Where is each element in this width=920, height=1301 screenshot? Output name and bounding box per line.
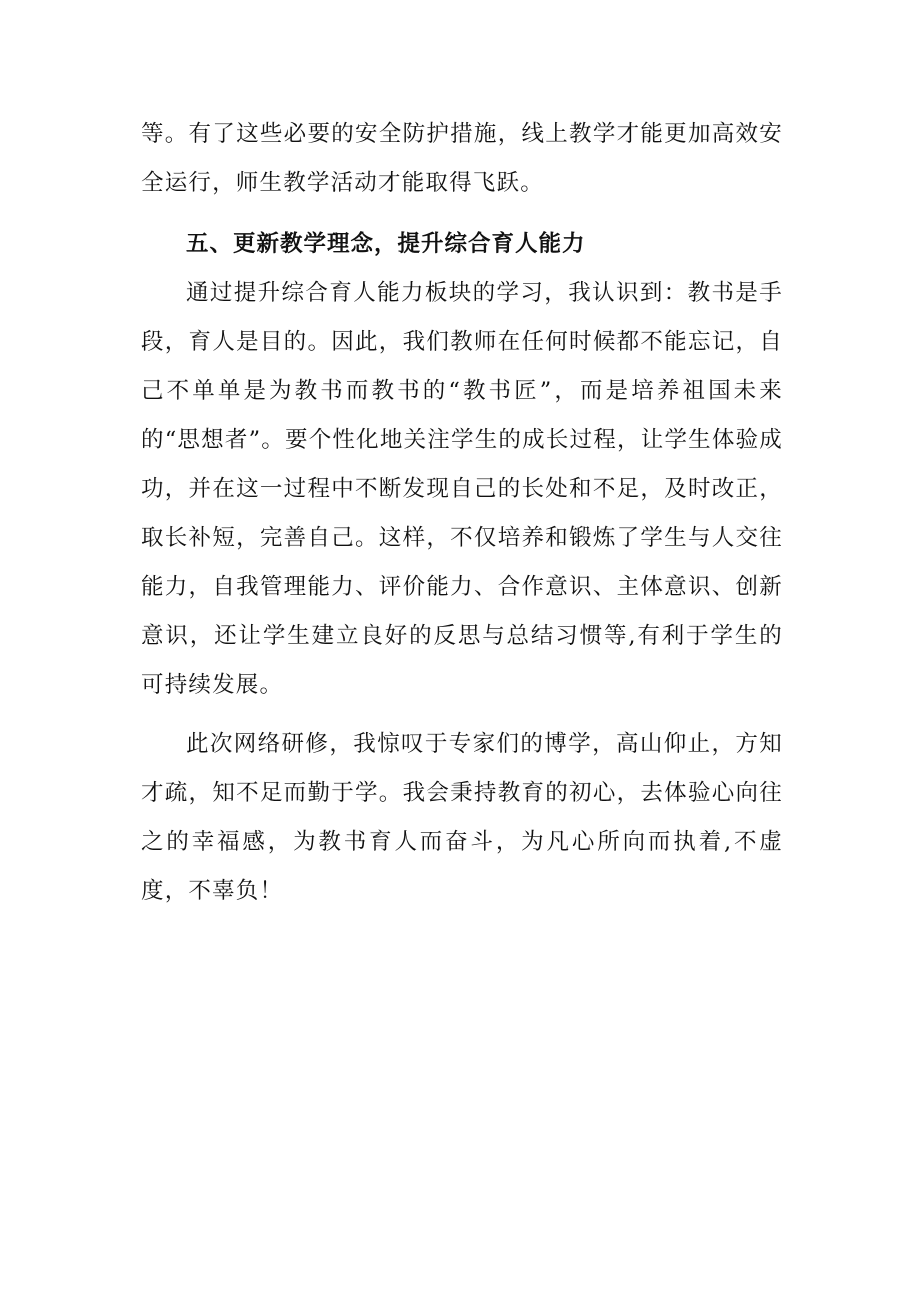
paragraph-continuation: 等。有了这些必要的安全防护措施，线上教学才能更加高效安全运行，师生教学活动才能取得飞跃。 <box>141 121 783 196</box>
section-heading: 五、更新教学理念，提升综合育人能力 <box>186 231 586 257</box>
document-body <box>141 110 783 916</box>
paragraph-closing: 此次网络研修，我惊叹于专家们的博学，高山仰止，方知才疏，知不足而勤于学。我会秉持教育的初心，去体验心向往之的幸福感，为教书育人而奋斗，为凡心所向而执着,不虚度，不辜负！ <box>141 731 783 904</box>
paragraph-body: 通过提升综合育人能力板块的学习，我认识到：教书是手段，育人是目的。因此，我们教师在任何时候都不能忘记，自己不单单是为教书而教书的“教书匠”，而是培养祖国未来的“思想者”。要个性化地关注学生的成长过程，让学生体验成功，并在这一过程中不断发现自己的长处和不足，及时改正，取长补短，完善自己。这样，不仅培养和锻炼了学生与人交往能力，自我管理能力、评价能力、合作意识、主体意识、创新意识，还让学生建立良好的反思与总结习惯等,有利于学生的可持续发展。 <box>141 280 783 698</box>
